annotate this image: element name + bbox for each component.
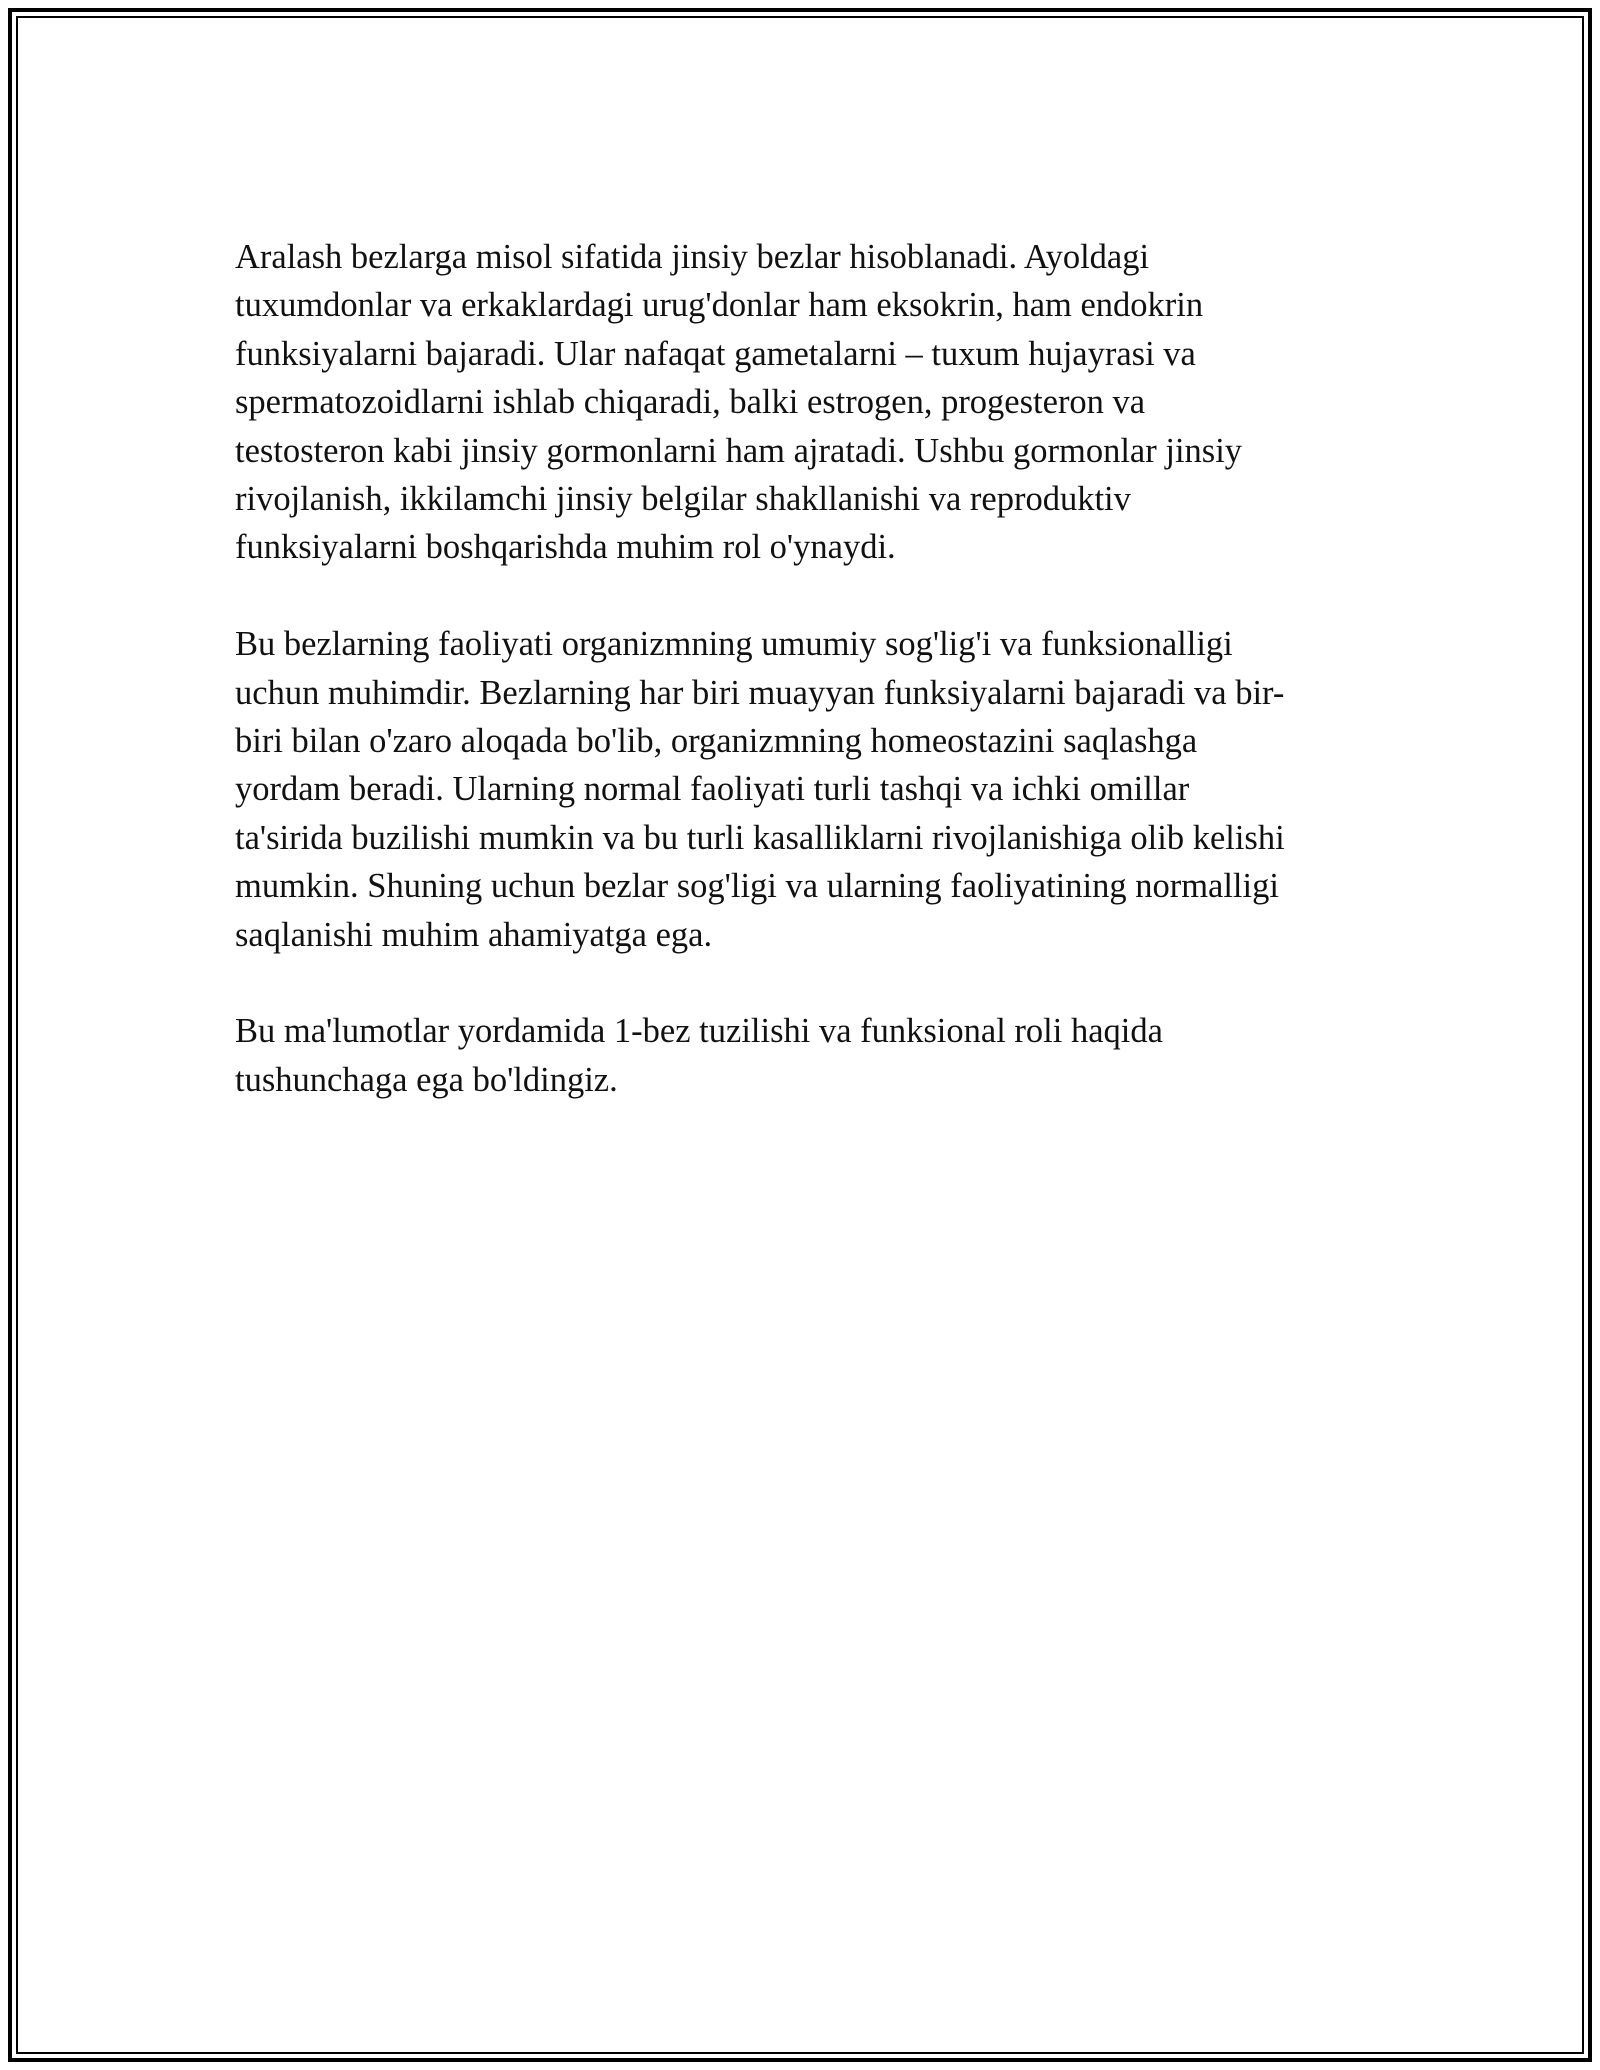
paragraph-1: Aralash bezlarga misol sifatida jinsiy bezlar hisoblanadi. Ayoldagi tuxumdonlar va erkaklardagi urug'donlar ham eksokrin, ham endokrin funksiyalarni bajaradi. Ular nafaqat gametalarni – tuxum hujayrasi va spermatozoidlarni ishlab chiqaradi, balki estrogen, progesteron va testosteron kabi jinsiy gormonlarni ham ajratadi. Ushbu gormonlar jinsiy rivojlanish, ikkilamchi jinsiy belgilar shakllanishi va reproduktiv funksiyalarni boshqarishda muhim rol o'ynaydi. (235, 238, 1243, 567)
paragraph-3: Bu ma'lumotlar yordamida 1-bez tuzilishi va funksional roli haqida tushunchaga ega bo'ldingiz. (235, 1012, 1163, 1099)
document-body (235, 233, 1365, 1153)
paragraph-2: Bu bezlarning faoliyati organizmning umumiy sog'lig'i va funksionalligi uchun muhimdir. Bezlarning har biri muayyan funksiyalarni bajaradi va bir- biri bilan o'zaro aloqada bo'lib, organizmning homeostazini saqlashga yordam beradi. Ularning normal faoliyati turli tashqi va ichki omillar ta'sirida buzilishi mumkin va bu turli kasalliklarni rivojlanishiga olib kelishi mumkin. Shuning uchun bezlar sog'ligi va ularning faoliyatining normalligi saqlanishi muhim ahamiyatga ega. (235, 625, 1285, 954)
